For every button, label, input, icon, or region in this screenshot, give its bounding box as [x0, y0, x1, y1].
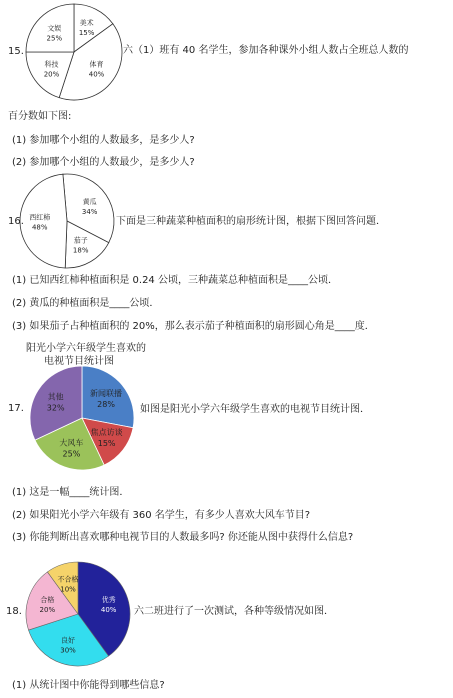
q17-question-text: 如图是阳光小学六年级学生喜欢的电视节目统计图．: [140, 404, 370, 415]
q17-slice-percent-3: 32%: [46, 403, 65, 413]
q16-slice-percent-1: 18%: [72, 246, 89, 255]
q16-sub2: (2) 黄瓜的种植面积是____公顷．: [12, 298, 160, 309]
q17-sub3: (3) 你能判断出喜欢哪种电视节目的人数最多吗? 你还能从图中获得什么信息?: [12, 532, 354, 543]
q16-sub3: (3) 如果茄子占种植面积的 20%，那么表示茄子种植面积的扇形圆心角是____度．: [12, 321, 375, 332]
q17-sub2: (2) 如果阳光小学六年级有 360 名学生，有多少人喜欢大风车节目?: [12, 510, 311, 521]
q18-slice-percent-3: 10%: [60, 585, 76, 594]
q18-slice-percent-1: 30%: [60, 646, 76, 655]
q17-sub1: (1) 这是一幅____统计图．: [12, 487, 130, 498]
q15-sub2: (2) 参加哪个小组的人数最少，是多少人?: [12, 157, 195, 168]
q15-question-text: 六（1）班有 40 名学生，参加各种课外小组人数占全班总人数的: [123, 45, 409, 56]
q17-slice-label-1: 焦点访谈: [90, 428, 123, 438]
q15-question-text-cont: 百分数如下图:: [8, 111, 72, 122]
q15-slice-percent-3: 25%: [46, 34, 63, 43]
q18-slice-label-2: 合格: [40, 596, 55, 605]
q17-chart-title-line2: 电视节目统计图: [44, 356, 114, 367]
q16-slice-percent-0: 34%: [81, 207, 98, 216]
q17-slice-percent-1: 15%: [97, 439, 116, 449]
q17-number: 17.: [8, 403, 24, 414]
q15-slice-percent-1: 40%: [88, 70, 105, 79]
q16-sub1: (1) 已知西红柿种植面积是 0.24 公顷，三种蔬菜总种植面积是____公顷．: [12, 275, 338, 286]
q15-slice-label-3: 文娱: [47, 24, 62, 33]
q17-slice-percent-0: 28%: [97, 400, 115, 410]
q17-slice-label-3: 其他: [47, 392, 64, 402]
q16-slice-label-2: 西红柿: [29, 213, 51, 222]
q18-slice-label-1: 良好: [61, 636, 76, 645]
q15-slice-label-0: 美术: [79, 19, 94, 28]
q15-number: 15.: [8, 46, 24, 57]
q16-slice-label-1: 茄子: [73, 236, 88, 245]
q18-question-text: 六二班进行了一次测试，各种等级情况如图．: [134, 606, 334, 617]
q18-slice-label-0: 优秀: [101, 596, 116, 605]
q15-sub1: (1) 参加哪个小组的人数最多，是多少人?: [12, 135, 195, 146]
q16-slice-label-0: 黄瓜: [82, 197, 97, 206]
q17-slice-label-2: 大风车: [59, 438, 84, 448]
q15-slice-label-1: 体育: [89, 60, 104, 69]
q18-slice-percent-0: 40%: [100, 606, 117, 615]
q15-slice-label-2: 科技: [44, 60, 59, 69]
q18-number: 18.: [6, 606, 22, 617]
q16-slice-percent-2: 48%: [31, 223, 48, 232]
q16-number: 16.: [8, 216, 24, 227]
q18-slice-percent-2: 20%: [39, 606, 56, 615]
q15-slice-percent-0: 15%: [78, 29, 95, 38]
q18-sub1: (1) 从统计图中你能得到哪些信息?: [12, 680, 165, 691]
q18-slice-label-3: 不合格: [57, 575, 79, 584]
q17-chart-title-line1: 阳光小学六年级学生喜欢的: [26, 343, 146, 354]
q16-question-text: 下面是三种蔬菜种植面积的扇形统计图，根据下图回答问题．: [116, 216, 386, 227]
q15-slice-percent-2: 20%: [43, 70, 60, 79]
q17-slice-percent-2: 25%: [62, 449, 81, 459]
q17-slice-label-0: 新闻联播: [90, 389, 123, 399]
